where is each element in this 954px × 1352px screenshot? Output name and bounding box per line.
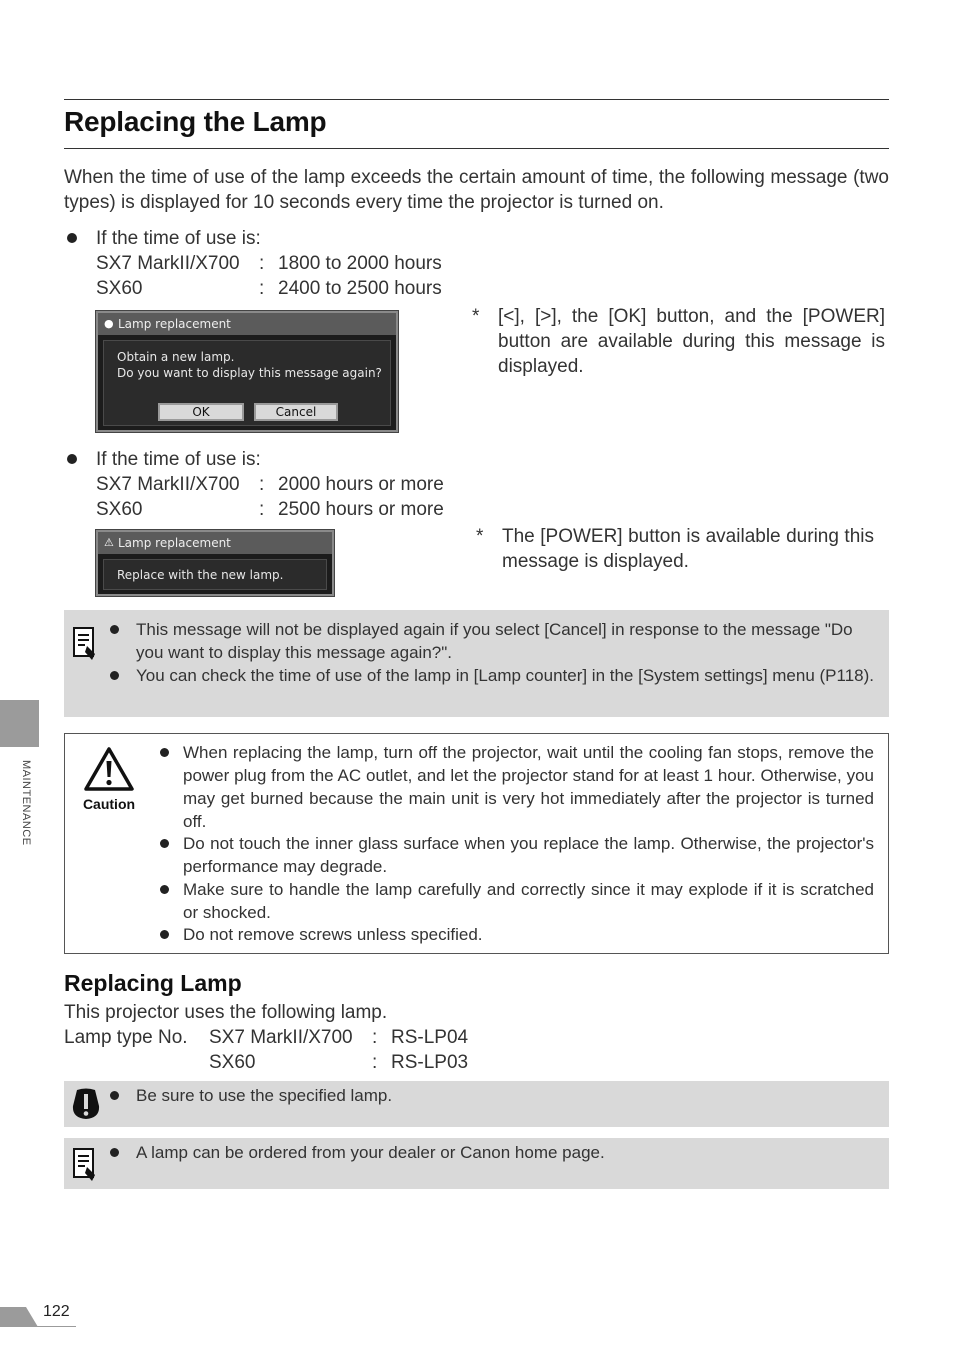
condition-lead: If the time of use is:	[96, 449, 261, 470]
lamp-row-value: RS-LP03	[391, 1052, 469, 1073]
chapter-label: MAINTENANCE	[20, 760, 32, 846]
lamp-intro: This projector uses the following lamp.	[64, 1002, 388, 1023]
bullet	[160, 930, 169, 939]
caution-item: Do not touch the inner glass surface when you replace the lamp. Otherwise, the projector's performance may degrade.	[183, 832, 874, 878]
bullet	[110, 1148, 119, 1157]
memo-box	[64, 1138, 889, 1189]
bullet	[110, 671, 119, 680]
bullet	[110, 1091, 119, 1100]
lamp-row-model: SX7 MarkII/X700	[209, 1027, 353, 1048]
important-box	[64, 1081, 889, 1127]
lamp-replacement-dialog-2	[96, 530, 334, 596]
dialog-message: Do you want to display this message again?	[117, 366, 382, 380]
section-title: Replacing Lamp	[64, 970, 242, 996]
caution-item: Do not remove screws unless specified.	[183, 923, 874, 946]
caution-item: When replacing the lamp, turn off the projector, wait until the cooling fan stops, remove the power plug from the AC outlet, and let the projector stand for at least 1 hour. Otherwise, you may get burned because the main unit is very hot immediately after the projector is turned off.	[183, 741, 874, 833]
page-number: 122	[43, 1303, 70, 1320]
bullet	[110, 625, 119, 634]
dialog-message: Obtain a new lamp.	[117, 350, 235, 364]
caution-triangle-icon	[83, 746, 135, 792]
caution-box	[64, 733, 889, 954]
memo-box	[64, 610, 889, 717]
lamp-type-label: Lamp type No.	[64, 1027, 188, 1048]
lamp-row-value: RS-LP04	[391, 1027, 469, 1048]
bullet	[160, 885, 169, 894]
dialog-title-bar: ⚠ Lamp replacement	[98, 532, 332, 554]
dialog-title-bar: ● Lamp replacement	[98, 313, 396, 335]
caution-item: Make sure to handle the lamp carefully and correctly since it may explode if it is scratched or shocked.	[183, 878, 874, 924]
condition-lead: If the time of use is:	[96, 228, 261, 249]
important-item: Be sure to use the specified lamp.	[136, 1084, 876, 1107]
dialog-body	[103, 559, 327, 590]
bullet	[67, 233, 77, 243]
memo-icon	[72, 626, 98, 662]
lamp-replacement-dialog-1	[96, 311, 398, 432]
chapter-tab	[0, 700, 39, 747]
memo-item: A lamp can be ordered from your dealer or Canon home page.	[136, 1141, 876, 1164]
bullet	[160, 839, 169, 848]
caution-label: Caution	[82, 796, 136, 812]
memo-item: You can check the time of use of the lamp in [Lamp counter] in the [System settings] menu (P118).	[136, 664, 876, 687]
bulb-icon: ●	[104, 317, 114, 330]
dialog-message: Replace with the new lamp.	[117, 568, 284, 582]
bullet	[67, 454, 77, 464]
memo-icon	[72, 1147, 98, 1183]
bullet	[160, 748, 169, 757]
dialog-body	[103, 340, 391, 426]
title-rule	[64, 148, 889, 149]
intro-text: When the time of use of the lamp exceeds the certain amount of time, the following message (two types) is displayed for 10 seconds every time the projector is turned on.	[64, 167, 889, 213]
warning-icon: ⚠	[104, 536, 114, 549]
cancel-button[interactable]: Cancel	[254, 403, 338, 421]
memo-item: This message will not be displayed again if you select [Cancel] in response to the message "Do you want to display this message again?".	[136, 618, 876, 664]
page-title: Replacing the Lamp	[64, 106, 327, 137]
top-rule	[64, 99, 889, 100]
lamp-row-model: SX60	[209, 1052, 256, 1073]
ok-button[interactable]: OK	[158, 403, 244, 421]
exclamation-icon	[71, 1088, 101, 1120]
